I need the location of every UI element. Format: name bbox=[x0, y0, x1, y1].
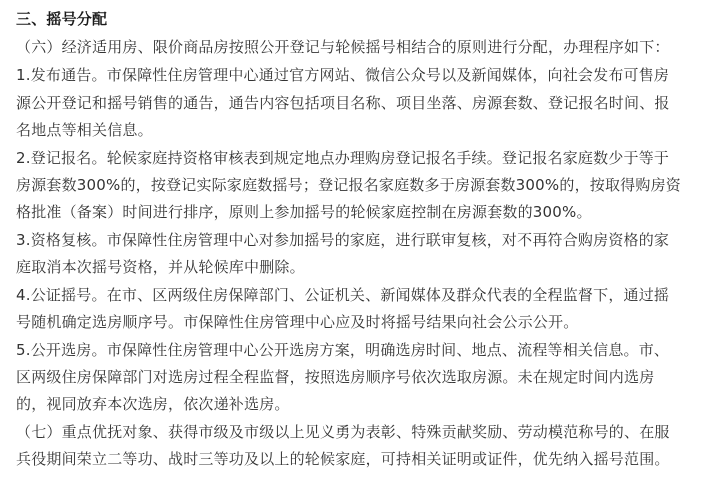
paragraph-line: （七）重点优抚对象、获得市级及市级以上见义勇为表彰、特殊贡献奖励、劳动模范称号的、在服 bbox=[16, 423, 670, 441]
section-heading: 三、摇号分配 bbox=[16, 10, 108, 28]
paragraph-line: 房源套数300%的，按登记实际家庭数摇号；登记报名家庭数多于房源套数300%的，按取得购房资 bbox=[16, 176, 681, 194]
paragraph-line: （六）经济适用房、限价商品房按照公开登记与轮候摇号相结合的原则进行分配，办理程序如下： bbox=[16, 38, 670, 56]
paragraph-line: 2.登记报名。轮候家庭持资格审核表到规定地点办理购房登记报名手续。登记报名家庭数少于等于 bbox=[16, 149, 670, 167]
paragraph-line: 4.公证摇号。在市、区两级住房保障部门、公证机关、新闻媒体及群众代表的全程监督下，通过摇 bbox=[16, 286, 670, 304]
paragraph-line: 1.发布通告。市保障性住房管理中心通过官方网站、微信公众号以及新闻媒体，向社会发布可售房 bbox=[16, 66, 670, 84]
paragraph-line: 的，视同放弃本次选房，依次递补选房。 bbox=[16, 395, 290, 413]
paragraph-line: 名地点等相关信息。 bbox=[16, 121, 153, 139]
paragraph-line: 格批准（备案）时间进行排序，原则上参加摇号的轮候家庭控制在房源套数的300%。 bbox=[16, 203, 592, 221]
paragraph-line: 3.资格复核。市保障性住房管理中心对参加摇号的家庭，进行联审复核，对不再符合购房资格的家 bbox=[16, 231, 670, 249]
paragraph-line: 号随机确定选房顺序号。市保障性住房管理中心应及时将摇号结果向社会公示公开。 bbox=[16, 313, 579, 331]
paragraph-line: 兵役期间荣立二等功、战时三等功及以上的轮候家庭，可持相关证明或证件，优先纳入摇号范围。 bbox=[16, 450, 670, 468]
paragraph-line: 5.公开选房。市保障性住房管理中心公开选房方案，明确选房时间、地点、流程等相关信息。市、 bbox=[16, 341, 670, 359]
paragraph-line: 庭取消本次摇号资格，并从轮候库中删除。 bbox=[16, 258, 305, 276]
paragraph-line: 源公开登记和摇号销售的通告，通告内容包括项目名称、项目坐落、房源套数、登记报名时间、报 bbox=[16, 94, 670, 112]
paragraph-line: 区两级住房保障部门对选房过程全程监督，按照选房顺序号依次选取房源。未在规定时间内选房 bbox=[16, 368, 655, 386]
